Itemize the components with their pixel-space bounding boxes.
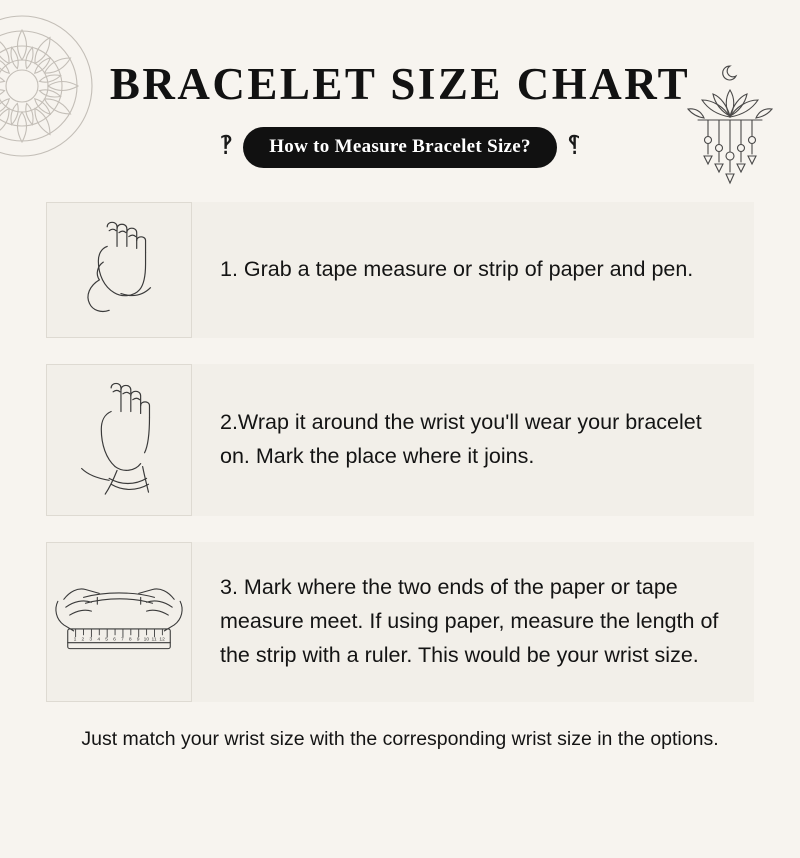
svg-text:11: 11 — [151, 637, 157, 643]
svg-text:4: 4 — [97, 637, 101, 643]
hands-measuring-with-ruler-illustration — [46, 542, 192, 702]
step-text: 2.Wrap it around the wrist you'll wear your bracelet on. Mark the place where it joins. — [220, 410, 702, 468]
svg-text:10: 10 — [143, 637, 150, 643]
footnote: Just match your wrist size with the corresponding wrist size in the options. — [81, 728, 719, 750]
hand-holding-tape-illustration — [46, 202, 192, 338]
svg-text:12: 12 — [159, 637, 165, 643]
page-title: BRACELET SIZE CHART — [109, 59, 691, 109]
subtitle-badge: How to Measure Bracelet Size? — [243, 127, 557, 168]
steps-list — [0, 202, 800, 702]
svg-text:3: 3 — [89, 637, 93, 643]
svg-text:7: 7 — [120, 637, 124, 643]
list-item — [46, 364, 754, 516]
list-item — [46, 202, 754, 338]
svg-text:5: 5 — [105, 637, 108, 643]
svg-text:6: 6 — [113, 637, 116, 643]
svg-text:9: 9 — [136, 637, 140, 643]
svg-text:1: 1 — [73, 637, 77, 643]
list-item — [46, 542, 754, 702]
hand-wrapping-wrist-illustration — [46, 364, 192, 516]
step-text: 3. Mark where the two ends of the paper or tape measure meet. If using paper, measure the length of the strip with a ruler. This would be your wrist size. — [220, 575, 719, 667]
svg-text:2: 2 — [81, 637, 85, 643]
step-text: 1. Grab a tape measure or strip of paper and pen. — [220, 257, 694, 282]
swirl-flourish-icon: ‽ — [566, 130, 581, 160]
swirl-flourish-icon: ‽ — [219, 130, 234, 160]
svg-text:8: 8 — [128, 637, 132, 643]
subtitle-row — [0, 127, 800, 168]
